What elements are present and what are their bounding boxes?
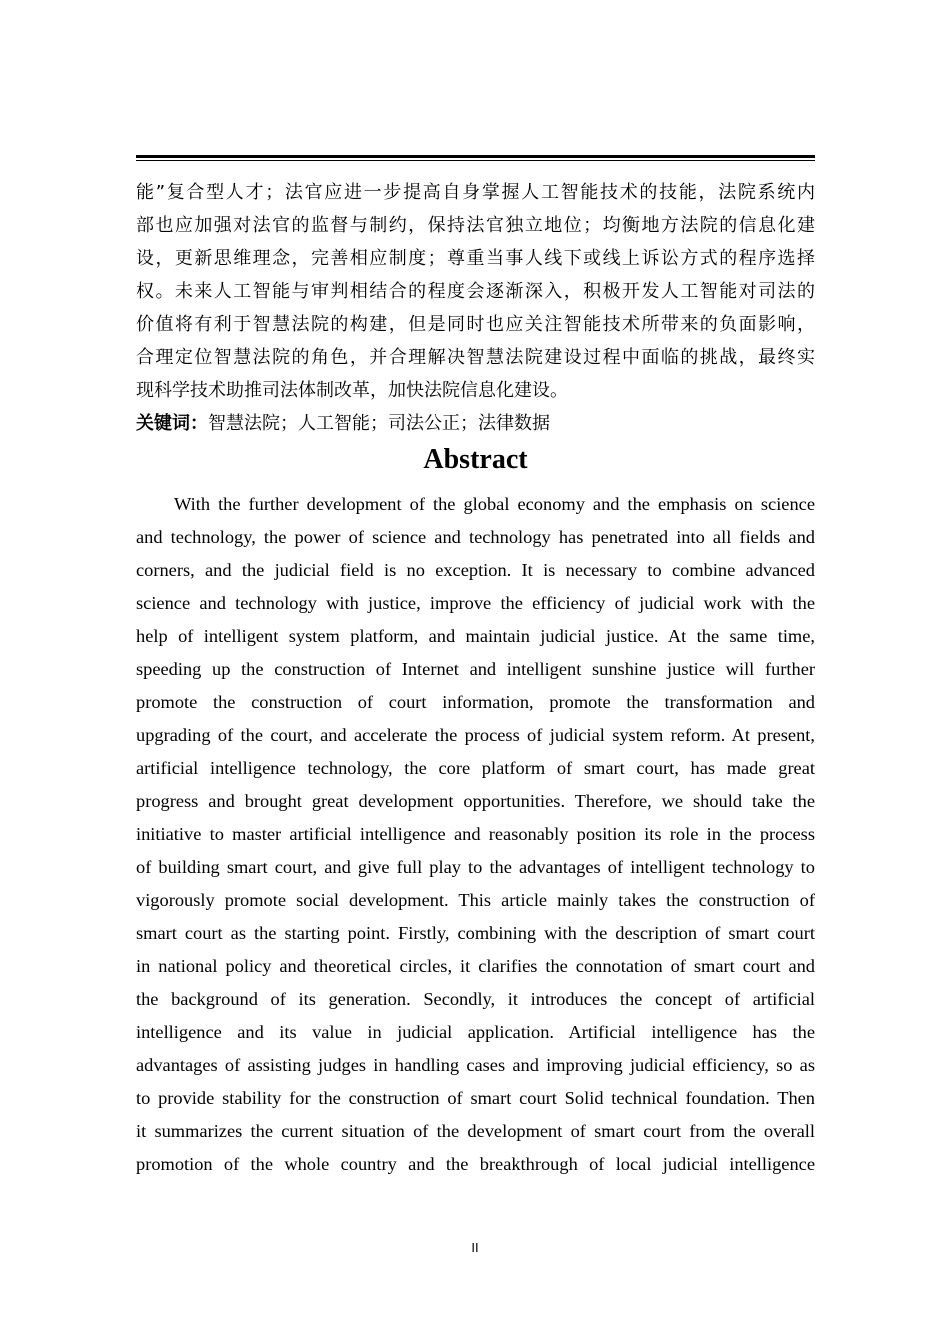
chinese-abstract-line: 设，更新思维理念，完善相应制度；尊重当事人线下或线上诉讼方式的程序选择 (136, 248, 815, 269)
abstract-line: corners, and the judicial field is no exception. It is necessary to combine advanced (136, 560, 815, 580)
abstract-line: progress and brought great development opportunities. Therefore, we should take the (136, 791, 815, 811)
chinese-abstract-line: 部也应加强对法官的监督与制约，保持法官独立地位；均衡地方法院的信息化建 (136, 215, 815, 236)
abstract-line: initiative to master artificial intelligence and reasonably position its role in the process (136, 824, 815, 844)
chinese-abstract-line: 能”复合型人才；法官应进一步提高自身掌握人工智能技术的技能，法院系统内 (136, 182, 815, 203)
chinese-abstract-line: 现科学技术助推司法体制改革，加快法院信息化建设。 (136, 380, 568, 401)
chinese-abstract-continuation (136, 176, 815, 440)
abstract-line: of building smart court, and give full play to the advantages of intelligent technology to (136, 857, 815, 877)
abstract-line: vigorously promote social development. This article mainly takes the construction of (136, 890, 815, 910)
english-abstract-body (136, 488, 815, 1181)
chinese-keywords (136, 407, 815, 440)
abstract-line: upgrading of the court, and accelerate the process of judicial system reform. At present, (136, 725, 815, 745)
abstract-line: smart court as the starting point. Firstly, combining with the description of smart court (136, 923, 815, 943)
abstract-line: advantages of assisting judges in handling cases and improving judicial efficiency, so as (136, 1055, 815, 1075)
abstract-line: it summarizes the current situation of the development of smart court from the overall (136, 1121, 815, 1141)
abstract-line: and technology, the power of science and technology has penetrated into all fields and (136, 527, 815, 547)
abstract-line: With the further development of the global economy and the emphasis on science (174, 494, 815, 514)
abstract-line: in national policy and theoretical circles, it clarifies the connotation of smart court and (136, 956, 815, 976)
abstract-line: the background of its generation. Secondly, it introduces the concept of artificial (136, 989, 815, 1009)
keywords-label: 关键词： (136, 413, 208, 434)
abstract-line: help of intelligent system platform, and maintain judicial justice. At the same time, (136, 626, 815, 646)
header-rule-thin (136, 160, 815, 161)
page-number: II (471, 1240, 479, 1255)
abstract-line: to provide stability for the construction of smart court Solid technical foundation. Then (136, 1088, 815, 1108)
abstract-line: promote the construction of court information, promote the transformation and (136, 692, 815, 712)
abstract-heading: Abstract (423, 444, 528, 475)
header-rule-thick (136, 155, 815, 158)
abstract-line: promotion of the whole country and the breakthrough of local judicial intelligence (136, 1154, 815, 1174)
abstract-line: science and technology with justice, improve the efficiency of judicial work with the (136, 593, 815, 613)
abstract-line: artificial intelligence technology, the core platform of smart court, has made great (136, 758, 815, 778)
chinese-abstract-line: 价值将有利于智慧法院的构建，但是同时也应关注智能技术所带来的负面影响， (136, 314, 815, 335)
abstract-line: intelligence and its value in judicial application. Artificial intelligence has the (136, 1022, 815, 1042)
chinese-abstract-line: 权。未来人工智能与审判相结合的程度会逐渐深入，积极开发人工智能对司法的 (136, 281, 815, 302)
keywords-text: 智慧法院；人工智能；司法公正；法律数据 (208, 413, 550, 434)
abstract-line: speeding up the construction of Internet and intelligent sunshine justice will further (136, 659, 815, 679)
chinese-abstract-line: 合理定位智慧法院的角色，并合理解决智慧法院建设过程中面临的挑战，最终实 (136, 347, 815, 368)
